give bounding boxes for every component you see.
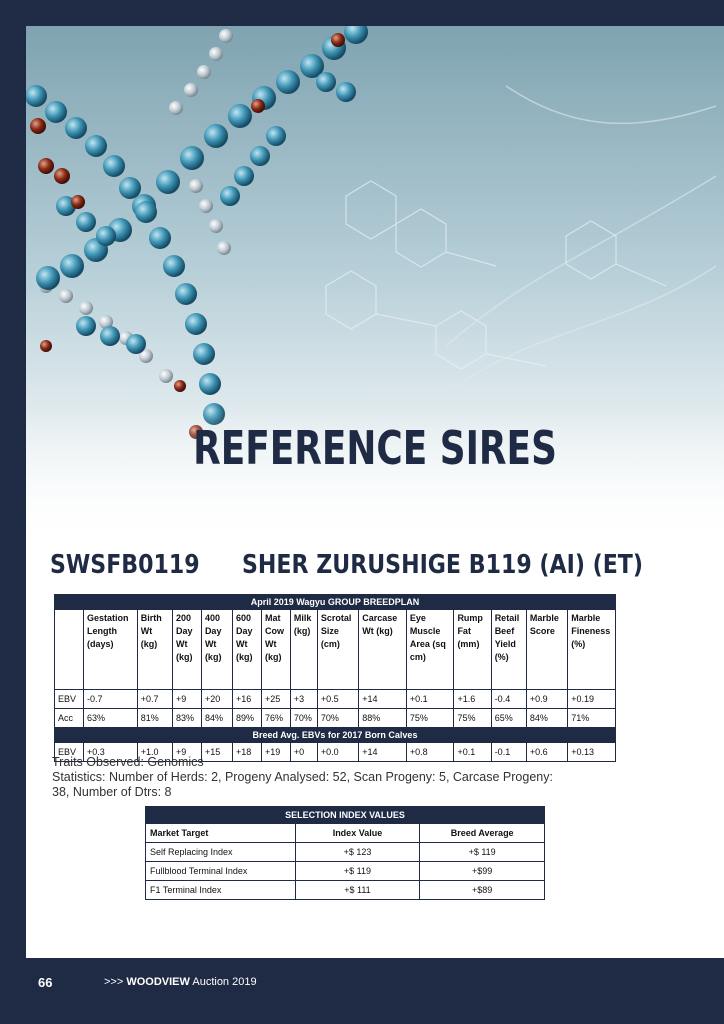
breed-avg-cell: +19 (261, 743, 290, 762)
traits-block (52, 755, 572, 800)
ebv-cell: +0.1 (406, 690, 454, 709)
selection-index-table (145, 806, 545, 900)
sire-name: SHER ZURUSHIGE B119 (AI) (ET) (242, 550, 643, 580)
breed-avg-cell: +0.0 (317, 743, 358, 762)
breed-avg-cell: +0.1 (454, 743, 491, 762)
footer-suffix: Auction 2019 (192, 976, 257, 988)
sire-id: SWSFB0119 (50, 550, 200, 580)
table-row (146, 843, 545, 862)
breed-avg-cell: +1.0 (137, 743, 172, 762)
header-cell: Mat Cow Wt (kg) (261, 610, 290, 690)
header-cell: Milk (kg) (290, 610, 317, 690)
acc-cell: 70% (317, 709, 358, 728)
acc-cell: 71% (568, 709, 616, 728)
page-title: REFERENCE SIRES (193, 421, 557, 475)
ebv-cell: +1.6 (454, 690, 491, 709)
acc-cell: 65% (491, 709, 526, 728)
row-label: Acc (55, 709, 84, 728)
footer-brand: WOODVIEW (126, 976, 190, 988)
breed-avg-cell: +0.13 (568, 743, 616, 762)
breed-avg-cell: -0.1 (491, 743, 526, 762)
acc-row (55, 709, 616, 728)
breed-avg-cell: +15 (201, 743, 232, 762)
breed-avg-cell: +0.6 (526, 743, 567, 762)
breed-avg-cell: +9 (172, 743, 201, 762)
acc-cell: 63% (83, 709, 137, 728)
ebv-header-row (55, 610, 616, 690)
index-header-row (146, 824, 545, 843)
breed-avg-cell: +14 (359, 743, 407, 762)
breed-average: +$89 (420, 881, 545, 900)
ebv-table (54, 594, 616, 762)
ebv-cell: +0.5 (317, 690, 358, 709)
footer-arrows: >>> (104, 976, 124, 988)
acc-cell: 75% (406, 709, 454, 728)
traits-observed: Traits Observed: Genomics (52, 755, 204, 769)
traits-statistics: Statistics: Number of Herds: 2, Progeny Analysed: 52, Scan Progeny: 5, Carcase Progeny: 38, Number of Dtrs: 8 (52, 770, 553, 799)
index-value: +$ 123 (295, 843, 420, 862)
header-cell: 600 Day Wt (kg) (232, 610, 261, 690)
header-cell: Carcase Wt (kg) (359, 610, 407, 690)
breed-avg-cell: +18 (232, 743, 261, 762)
table-row (146, 862, 545, 881)
ebv-cell: +9 (172, 690, 201, 709)
row-label: EBV (55, 743, 84, 762)
acc-cell: 83% (172, 709, 201, 728)
col-market-target: Market Target (146, 824, 296, 843)
ebv-cell: +0.7 (137, 690, 172, 709)
hero-banner (26, 26, 724, 546)
acc-cell: 81% (137, 709, 172, 728)
market-target: F1 Terminal Index (146, 881, 296, 900)
table-row (146, 881, 545, 900)
ebv-cell: +20 (201, 690, 232, 709)
ebv-cell: +25 (261, 690, 290, 709)
header-cell: Rump Fat (mm) (454, 610, 491, 690)
acc-cell: 88% (359, 709, 407, 728)
acc-cell: 70% (290, 709, 317, 728)
breed-average: +$99 (420, 862, 545, 881)
header-cell: 200 Day Wt (kg) (172, 610, 201, 690)
ebv-cell: -0.7 (83, 690, 137, 709)
index-table-title: SELECTION INDEX VALUES (146, 807, 545, 824)
header-cell: Scrotal Size (cm) (317, 610, 358, 690)
row-label: EBV (55, 690, 84, 709)
acc-cell: 84% (201, 709, 232, 728)
header-cell: Eye Muscle Area (sq cm) (406, 610, 454, 690)
breed-avg-title: Breed Avg. EBVs for 2017 Born Calves (55, 728, 616, 743)
ebv-cell: +3 (290, 690, 317, 709)
header-cell: Marble Score (526, 610, 567, 690)
market-target: Self Replacing Index (146, 843, 296, 862)
ebv-table-title: April 2019 Wagyu GROUP BREEDPLAN (55, 595, 616, 610)
header-blank (55, 610, 84, 690)
ebv-cell: -0.4 (491, 690, 526, 709)
page-number: 66 (38, 975, 53, 990)
header-cell: Gestation Length (days) (83, 610, 137, 690)
footer (0, 958, 724, 1024)
acc-cell: 89% (232, 709, 261, 728)
header-cell: Birth Wt (kg) (137, 610, 172, 690)
breed-avg-cell: +0 (290, 743, 317, 762)
breed-avg-cell: +0.3 (83, 743, 137, 762)
index-value: +$ 111 (295, 881, 420, 900)
ebv-cell: +0.19 (568, 690, 616, 709)
header-cell: Retail Beef Yield (%) (491, 610, 526, 690)
acc-cell: 75% (454, 709, 491, 728)
ebv-row (55, 690, 616, 709)
header-cell: 400 Day Wt (kg) (201, 610, 232, 690)
ebv-cell: +16 (232, 690, 261, 709)
index-value: +$ 119 (295, 862, 420, 881)
ebv-cell: +0.9 (526, 690, 567, 709)
acc-cell: 84% (526, 709, 567, 728)
col-breed-average: Breed Average (420, 824, 545, 843)
footer-caption (104, 976, 257, 988)
col-index-value: Index Value (295, 824, 420, 843)
header-cell: Marble Fineness (%) (568, 610, 616, 690)
breed-average: +$ 119 (420, 843, 545, 862)
page (26, 26, 724, 958)
market-target: Fullblood Terminal Index (146, 862, 296, 881)
acc-cell: 76% (261, 709, 290, 728)
ebv-cell: +14 (359, 690, 407, 709)
breed-avg-cell: +0.8 (406, 743, 454, 762)
